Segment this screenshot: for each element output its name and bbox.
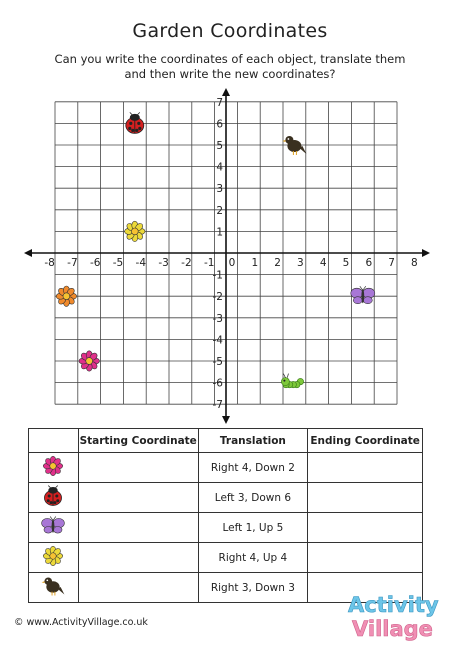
x-tick-label: 1 — [251, 257, 259, 269]
translation-cell: Right 4, Down 2 — [198, 453, 308, 483]
row-icon-cell — [29, 573, 79, 603]
y-tick-label: -6 — [212, 377, 223, 390]
x-tick-label: -2 — [181, 257, 192, 269]
ladybird-icon — [40, 483, 66, 509]
caterpillar-icon — [281, 374, 303, 388]
ending-coordinate-cell[interactable] — [308, 483, 423, 513]
starting-coordinate-cell[interactable] — [78, 513, 198, 543]
x-tick-label: 8 — [411, 257, 418, 269]
x-tick-label: -5 — [112, 257, 124, 269]
pink-flower-icon — [79, 351, 99, 371]
x-tick-label: -4 — [135, 257, 147, 269]
starting-coordinate-cell[interactable] — [78, 543, 198, 573]
table-row — [29, 513, 423, 543]
x-tick-label: 3 — [297, 257, 304, 269]
axes — [24, 88, 430, 424]
y-tick-label: -5 — [212, 356, 223, 368]
x-tick-label: 7 — [388, 257, 395, 269]
x-tick-label: 6 — [365, 257, 373, 269]
y-tick-label: 4 — [216, 161, 223, 174]
header-starting-coordinate: Starting Coordinate — [78, 429, 198, 453]
yellow-flower-icon — [125, 221, 145, 241]
header-icon — [29, 429, 79, 453]
x-tick-label: 0 — [228, 257, 236, 269]
x-tick-label: 5 — [342, 257, 350, 269]
table-row — [29, 453, 423, 483]
ending-coordinate-cell[interactable] — [308, 543, 423, 573]
instructions-line-1: Can you write the coordinates of each object, translate them — [54, 52, 406, 66]
coordinates-table — [28, 428, 423, 603]
brand-line-2: Village — [352, 617, 433, 641]
row-icon-cell — [29, 543, 79, 573]
x-tick-label: -3 — [158, 257, 169, 269]
starting-coordinate-cell[interactable] — [78, 573, 198, 603]
x-tick-label: -6 — [89, 257, 101, 269]
x-axis-arrow-right — [422, 249, 430, 257]
y-tick-label: -2 — [212, 291, 223, 304]
x-tick-label: -1 — [203, 257, 215, 269]
y-tick-label: 3 — [216, 183, 223, 196]
translation-cell: Left 1, Up 5 — [198, 513, 308, 543]
y-tick-label: 1 — [216, 226, 223, 239]
x-tick-labels — [44, 257, 417, 269]
bird-icon — [282, 136, 306, 155]
instructions-line-2: and then write the new coordinates? — [124, 67, 336, 81]
x-tick-label: 2 — [274, 257, 281, 269]
grid-objects — [56, 112, 375, 387]
bird-icon — [40, 573, 66, 599]
starting-coordinate-cell[interactable] — [78, 453, 198, 483]
x-tick-label: 4 — [319, 257, 327, 269]
table-row — [29, 483, 423, 513]
yellow-flower-icon — [40, 543, 66, 569]
copyright-text: © www.ActivityVillage.co.uk — [14, 617, 148, 628]
butterfly-icon — [40, 513, 66, 539]
ending-coordinate-cell[interactable] — [308, 513, 423, 543]
y-tick-label: 5 — [216, 140, 223, 152]
activity-village-logo — [330, 590, 450, 642]
header-ending-coordinate: Ending Coordinate — [308, 429, 423, 453]
orange-flower-icon — [56, 286, 76, 306]
translation-cell: Right 4, Up 4 — [198, 543, 308, 573]
y-tick-label: 6 — [216, 118, 223, 131]
table-row — [29, 543, 423, 573]
y-tick-label: -1 — [212, 269, 223, 282]
translation-cell: Right 3, Down 3 — [198, 573, 308, 603]
x-tick-label: -7 — [67, 257, 78, 269]
translation-cell: Left 3, Down 6 — [198, 483, 308, 513]
header-translation: Translation — [198, 429, 308, 453]
x-axis-arrow-left — [24, 249, 32, 257]
y-tick-label: 7 — [216, 96, 223, 109]
y-tick-labels — [213, 97, 224, 411]
y-tick-label: -3 — [212, 312, 223, 325]
y-axis-arrow-down — [222, 416, 230, 424]
y-tick-label: -7 — [212, 399, 223, 412]
y-axis-arrow-up — [222, 88, 230, 96]
row-icon-cell — [29, 453, 79, 483]
ladybird-icon — [126, 112, 144, 133]
pink-flower-icon — [40, 453, 66, 479]
table-header-row — [29, 429, 423, 453]
x-tick-label: -8 — [44, 257, 55, 269]
y-tick-label: -4 — [212, 334, 223, 347]
page-title: Garden Coordinates — [132, 20, 328, 42]
ending-coordinate-cell[interactable] — [308, 453, 423, 483]
row-icon-cell — [29, 513, 79, 543]
y-tick-label: 2 — [216, 204, 223, 217]
butterfly-icon — [351, 286, 375, 304]
starting-coordinate-cell[interactable] — [78, 483, 198, 513]
brand-line-1: Activity — [348, 593, 439, 617]
row-icon-cell — [29, 483, 79, 513]
